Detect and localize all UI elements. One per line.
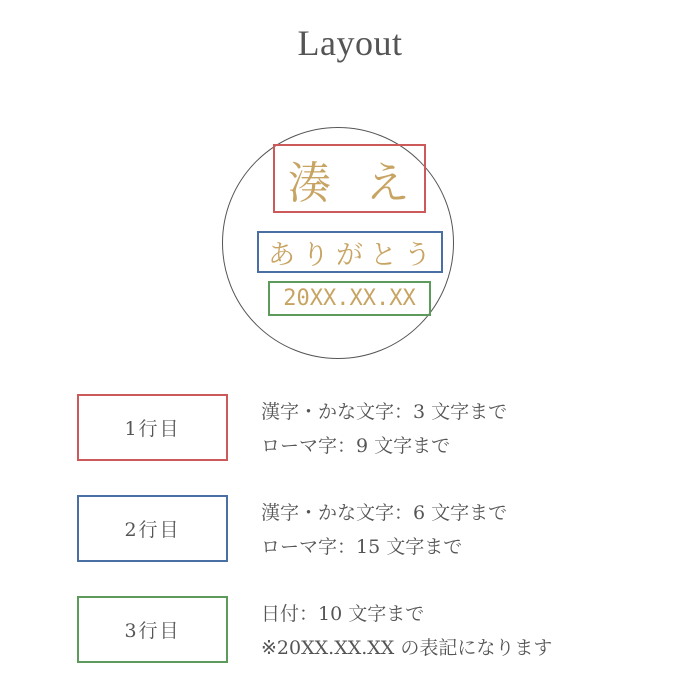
legend-line-3-rule-date: 日付：10 文字まで [261,603,425,625]
legend-line-2-rule-roman: ローマ字：15 文字まで [261,536,463,558]
legend-line-3-label: 3行目 [77,596,228,663]
legend-line-1-description [261,395,507,463]
legend-line-2-description [261,496,507,564]
legend-line-3-rule-format-note: ※20XX.XX.XX の表記になります [261,637,553,659]
line-1-preview: 湊 え [273,144,426,213]
legend-line-2-rule-kanji: 漢字・かな文字：6 文字まで [261,502,508,524]
legend-line-1-rule-roman: ローマ字：9 文字まで [261,435,451,457]
legend-line-2-label: 2行目 [77,495,228,562]
line-3-preview: 20XX.XX.XX [268,281,431,316]
line-2-preview: ありがとう [257,231,443,273]
legend-line-1-rule-kanji: 漢字・かな文字：3 文字まで [261,401,508,423]
page-title: Layout [297,23,403,63]
legend-line-3-description [261,597,552,665]
legend-line-1-label: 1行目 [77,394,228,461]
